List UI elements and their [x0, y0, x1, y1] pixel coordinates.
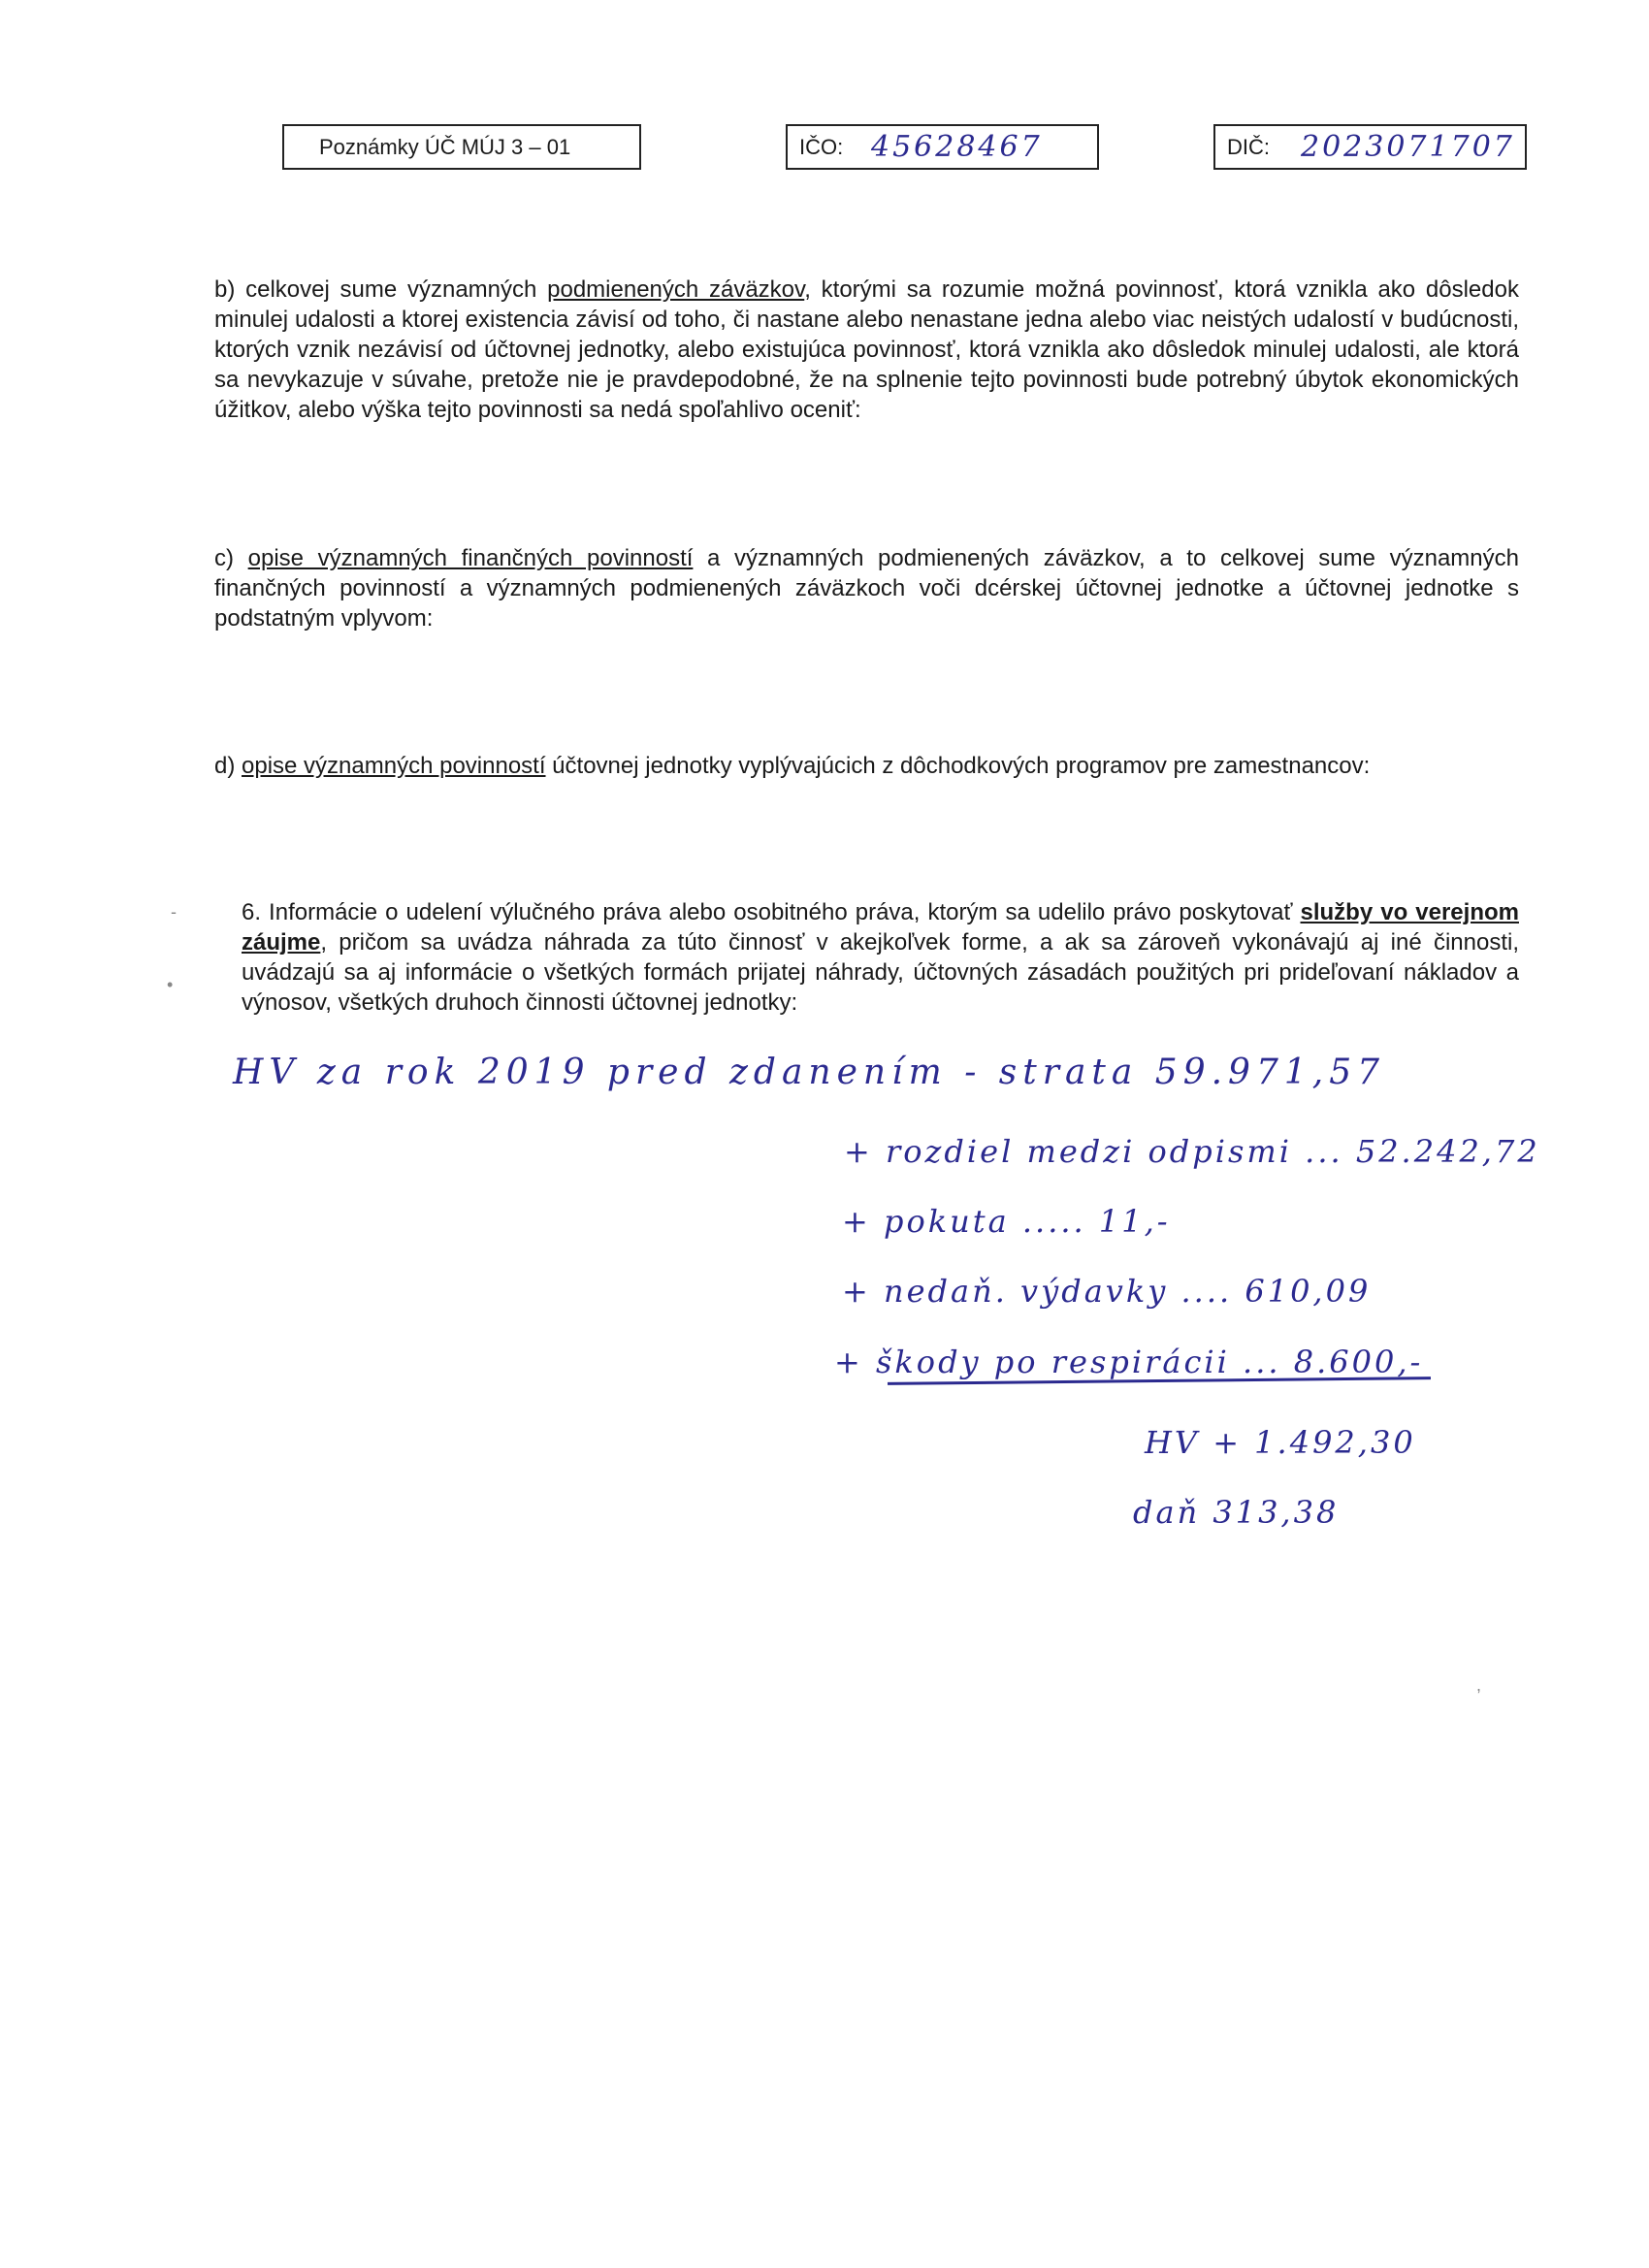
- section-6-prefix: 6. Informácie o udelení výlučného práva alebo osobitného práva, ktorým sa udelilo právo poskytovať: [242, 899, 1301, 925]
- margin-mark: •: [167, 975, 174, 994]
- handwritten-line-7: daň 313,38: [1133, 1494, 1340, 1531]
- section-c-paragraph: [214, 543, 1519, 633]
- section-b-prefix: b) celkovej sume významných: [214, 276, 548, 303]
- section-c-rest: a významných podmienených záväzkov, a to celkovej sume významných finančných povinností a významných podmienených záväzkoch voči dcérskej účtovnej jednotke a účtovnej jednotke s podstatným vplyvom:: [214, 545, 1519, 632]
- handwritten-line-1: HV za rok 2019 pred zdanením - strata 59.971,57: [233, 1053, 1386, 1092]
- section-b-rest: , ktorými sa rozumie možná povinnosť, ktorá vznikla ako dôsledok minulej udalosti a ktorej existencia závisí od toho, či nastane alebo nenastane jedna alebo viac neistých udalostí v budúcnosti, ktorých vznik nezávisí od účtovnej jednotky, alebo existujúca povinnosť, ktorá vznikla ako dôsledok minulej udalosti, ale ktorá sa nevykazuje v súvahe, pretože nie je pravdepodobné, že na splnenie tejto povinnosti bude potrebný úbytok ekonomických úžitkov, alebo výška tejto povinnosti sa nedá spoľahlivo oceniť:: [214, 276, 1519, 423]
- handwritten-line-4: + nedaň. výdavky .... 610,09: [842, 1273, 1372, 1310]
- section-c-prefix: c): [214, 545, 248, 571]
- margin-mark: ,: [1476, 1675, 1482, 1695]
- section-6-rest: , pričom sa uvádza náhrada za túto činnosť v akejkoľvek forme, a ak sa zároveň vykonávajú aj iné činnosti, uvádzajú sa aj informácie o všetkých formách prijatej náhrady, účtovných zásadách použitých pri prideľovaní nákladov a výnosov, všetkých druhoch činnosti účtovnej jednotky:: [242, 929, 1519, 1016]
- section-b-underlined: podmienených záväzkov: [547, 276, 805, 303]
- ico-handwritten-value: 45628467: [871, 130, 1043, 164]
- section-b-paragraph: [214, 275, 1519, 425]
- dic-label: DIČ:: [1227, 135, 1270, 159]
- handwritten-line-6: HV + 1.492,30: [1145, 1424, 1416, 1461]
- section-6-bold-underlined: služby vo verejnom záujme: [242, 899, 1519, 956]
- handwritten-line-3: + pokuta ..... 11,-: [842, 1203, 1171, 1240]
- section-d-paragraph: [214, 751, 1519, 781]
- dic-box: [1213, 124, 1527, 170]
- section-6-paragraph: [242, 897, 1519, 1018]
- form-label-box: [282, 124, 641, 170]
- ico-label: IČO:: [799, 135, 844, 159]
- ico-box: [786, 124, 1099, 170]
- handwritten-line-2: + rozdiel medzi odpismi ... 52.242,72: [844, 1133, 1540, 1170]
- form-label: Poznámky ÚČ MÚJ 3 – 01: [319, 135, 571, 159]
- handwritten-line-5: + škody po respirácii ... 8.600,-: [834, 1344, 1424, 1380]
- section-d-underlined: opise významných povinností: [242, 753, 546, 779]
- section-d-prefix: d): [214, 753, 242, 779]
- section-c-underlined: opise významných finančných povinností: [247, 545, 694, 571]
- section-d-rest: účtovnej jednotky vyplývajúcich z dôchodkových programov pre zamestnancov:: [545, 753, 1371, 779]
- margin-mark: -: [171, 902, 177, 922]
- dic-handwritten-value: 2023071707: [1301, 130, 1515, 164]
